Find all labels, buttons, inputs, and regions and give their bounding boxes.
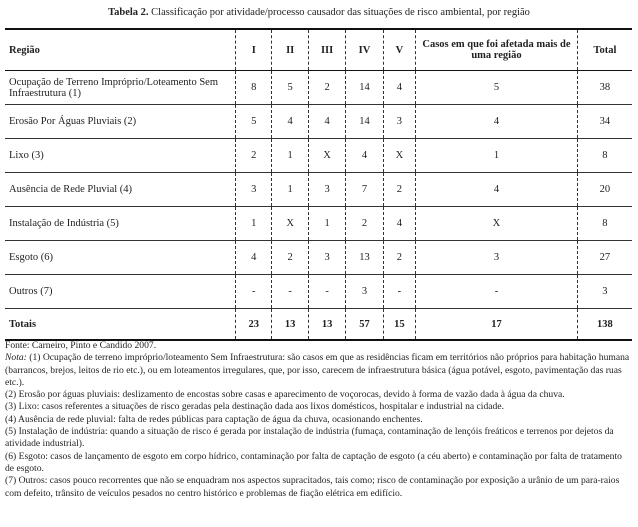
row-label: Ocupação de Terreno Impróprio/Loteamento Sem Infraestrutura (1) (5, 71, 236, 105)
table-cell: 3 (383, 105, 415, 139)
column-header: II (272, 29, 308, 71)
table-cell: 1 (236, 207, 272, 241)
column-header: I (236, 29, 272, 71)
table-cell: 27 (577, 241, 632, 275)
table-cell: 5 (272, 71, 308, 105)
table-cell: 3 (577, 275, 632, 309)
row-label: Instalação de Indústria (5) (5, 207, 236, 241)
table-cell: 14 (346, 105, 383, 139)
table-cell: 23 (236, 309, 272, 341)
table-cell: 4 (416, 173, 578, 207)
table-cell: 13 (308, 309, 345, 341)
totals-row (5, 309, 632, 341)
table-cell: X (272, 207, 308, 241)
note-5: (5) Instalação de indústria: quando a situação de risco é gerada por instalação de indústria (fumaça, contaminação de lençóis freáticos e terrenos por dejetos da atividade industrial). (5, 426, 614, 450)
table-cell: 5 (236, 105, 272, 139)
table-row (5, 105, 632, 139)
note-3: (3) Lixo: casos referentes a situações de risco geradas pela destinação dada aos lixos domésticos, hospitalar e industrial na cidade. (5, 401, 504, 413)
table-cell: 1 (416, 139, 578, 173)
table-cell: 4 (383, 71, 415, 105)
table-cell: 3 (346, 275, 383, 309)
column-header: V (383, 29, 415, 71)
table-cell: - (272, 275, 308, 309)
note-6: (6) Esgoto: casos de lançamento de esgoto em corpo hídrico, contaminação por falta de captação de esgoto (a céu aberto) e contaminação por falta de tratamento de esgoto. (5, 450, 622, 474)
table-cell: 17 (416, 309, 578, 341)
note-2: (2) Erosão por águas pluviais: deslizamento de encostas sobre casas e aparecimento de voçorocas, devido à forma de vazão dada à água da chuva. (5, 389, 565, 401)
row-label: Totais (5, 309, 236, 341)
table-row (5, 173, 632, 207)
table-cell: 1 (272, 139, 308, 173)
column-header: IV (346, 29, 383, 71)
table-cell: 3 (308, 173, 345, 207)
table-cell: 15 (383, 309, 415, 341)
column-header: Total (577, 29, 632, 71)
table-cell: 2 (236, 139, 272, 173)
table-row (5, 207, 632, 241)
note-7: (7) Outros: casos pouco recorrentes que não se enquadram nos aspectos supracitados, tais como; risco de contaminação por exposição a urânio de um para-raios com defeito, trânsito de veículos pesados no centro histórico e problemas de fiação elétrica em edifício. (5, 475, 620, 499)
table-cell: - (416, 275, 578, 309)
row-label: Ausência de Rede Pluvial (4) (5, 173, 236, 207)
table-cell: 13 (272, 309, 308, 341)
table-cell: - (383, 275, 415, 309)
row-label: Lixo (3) (5, 139, 236, 173)
table-cell: 5 (416, 71, 578, 105)
source: Fonte: Carneiro, Pinto e Candido 2007. (5, 340, 157, 351)
table-cell: 38 (577, 71, 632, 105)
table-cell: 57 (346, 309, 383, 341)
table-row (5, 139, 632, 173)
table-cell: - (308, 275, 345, 309)
table-cell: 1 (272, 173, 308, 207)
table-cell: X (383, 139, 415, 173)
notes (5, 340, 633, 500)
table-cell: 7 (346, 173, 383, 207)
table-cell: 4 (272, 105, 308, 139)
table-caption (0, 7, 638, 18)
note-4: (4) Ausência de rede pluvial: falta de redes públicas para captação de água da chuva, ocasionando enchentes. (5, 413, 423, 425)
table-cell: 4 (383, 207, 415, 241)
caption-label: Tabela 2. (108, 7, 149, 18)
table-cell: 14 (346, 71, 383, 105)
row-label: Erosão Por Águas Pluviais (2) (5, 105, 236, 139)
risk-table (5, 28, 632, 341)
column-header: III (308, 29, 345, 71)
table-cell: 2 (346, 207, 383, 241)
caption-text: Classificação por atividade/processo causador das situações de risco ambiental, por região (148, 7, 530, 18)
table-row (5, 241, 632, 275)
row-label: Esgoto (6) (5, 241, 236, 275)
table-row (5, 275, 632, 309)
table-cell: 4 (416, 105, 578, 139)
note-label: Nota: (5, 352, 27, 364)
table-cell: 2 (383, 173, 415, 207)
column-header: Casos em que foi afetada mais de uma região (416, 29, 578, 71)
table-cell: 2 (272, 241, 308, 275)
table-row (5, 71, 632, 105)
table-cell: 8 (236, 71, 272, 105)
table-cell: 34 (577, 105, 632, 139)
table-cell: X (308, 139, 345, 173)
table-cell: 20 (577, 173, 632, 207)
table-cell: 138 (577, 309, 632, 341)
table-cell: 1 (308, 207, 345, 241)
table-cell: 3 (308, 241, 345, 275)
table-cell: 3 (416, 241, 578, 275)
table-cell: 4 (236, 241, 272, 275)
table-cell: 4 (346, 139, 383, 173)
header-row (5, 29, 632, 71)
column-header: Região (5, 29, 236, 71)
table-cell: 3 (236, 173, 272, 207)
note-text: (1) Ocupação de terreno impróprio/loteamento Sem Infraestrutura: são casos em que as residências ficam em territórios não próprios para habitação humana (barrancos, brejos, leitos de rio etc.), ou em loteamentos irregulares, que, por isso, carecem de infraestrutura básica (água potável, esgoto, pavimentação das ruas etc.). (5, 352, 630, 388)
table-cell: 2 (308, 71, 345, 105)
table-cell: 13 (346, 241, 383, 275)
table-cell: 2 (383, 241, 415, 275)
table-cell: 4 (308, 105, 345, 139)
table-cell: 8 (577, 139, 632, 173)
table-cell: - (236, 275, 272, 309)
note-1 (5, 352, 633, 389)
table-cell: X (416, 207, 578, 241)
table-cell: 8 (577, 207, 632, 241)
row-label: Outros (7) (5, 275, 236, 309)
